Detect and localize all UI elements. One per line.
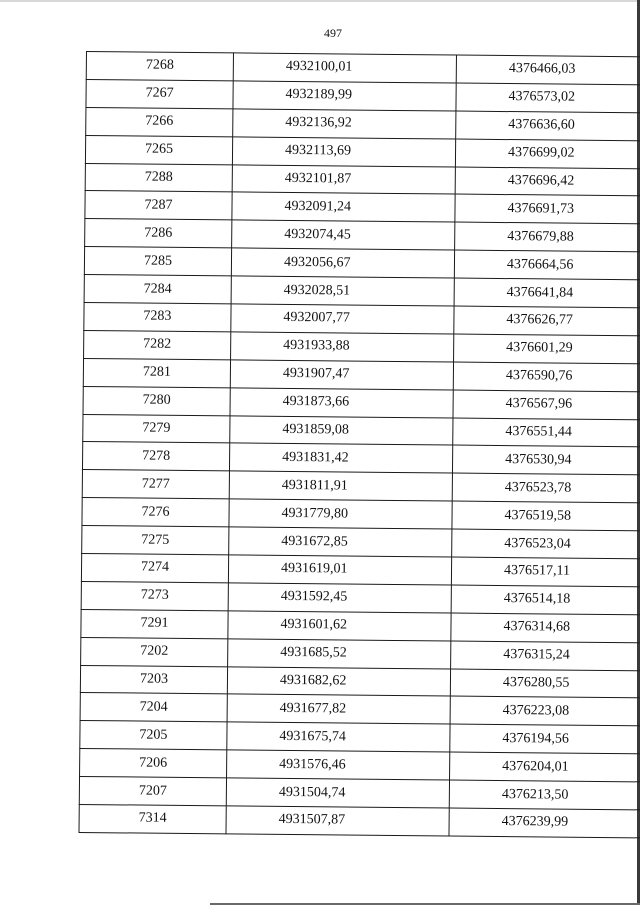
x-coordinate-cell: 4931873,66 — [230, 388, 453, 418]
y-coordinate-cell: 4376517,11 — [451, 557, 640, 587]
x-coordinate-cell: 4932091,24 — [232, 192, 455, 222]
y-coordinate-cell: 4376696,42 — [455, 167, 640, 197]
y-coordinate-cell: 4376204,01 — [450, 752, 640, 782]
x-coordinate-cell: 4932056,67 — [231, 248, 454, 278]
y-coordinate-cell: 4376567,96 — [453, 390, 640, 420]
scan-edge-top — [0, 0, 640, 2]
y-coordinate-cell: 4376514,18 — [451, 585, 640, 615]
y-coordinate-cell: 4376636,60 — [456, 111, 640, 141]
point-number-cell: 7291 — [81, 609, 228, 638]
y-coordinate-cell: 4376223,08 — [450, 697, 640, 727]
x-coordinate-cell: 4932101,87 — [232, 164, 455, 194]
point-number-cell: 7203 — [80, 665, 227, 694]
point-number-cell: 7277 — [82, 470, 229, 499]
x-coordinate-cell: 4932028,51 — [231, 276, 454, 306]
point-number-cell: 7283 — [84, 303, 231, 332]
y-coordinate-cell: 4376626,77 — [454, 306, 640, 336]
x-coordinate-cell: 4932074,45 — [232, 220, 455, 250]
point-number-cell: 7202 — [81, 637, 228, 666]
x-coordinate-cell: 4932100,01 — [233, 53, 456, 83]
point-number-cell: 7274 — [81, 554, 228, 583]
x-coordinate-cell: 4931592,45 — [228, 583, 451, 613]
y-coordinate-cell: 4376194,56 — [450, 724, 640, 754]
y-coordinate-cell: 4376466,03 — [456, 55, 640, 85]
point-number-cell: 7268 — [86, 52, 233, 81]
table-row — [79, 805, 640, 839]
y-coordinate-cell: 4376315,24 — [451, 641, 640, 671]
point-number-cell: 7314 — [79, 805, 226, 834]
point-number-cell: 7276 — [82, 498, 229, 527]
point-number-cell: 7287 — [85, 191, 232, 220]
x-coordinate-cell: 4931811,91 — [229, 471, 452, 501]
point-number-cell: 7282 — [84, 330, 231, 359]
x-coordinate-cell: 4932113,69 — [232, 137, 455, 167]
x-coordinate-cell: 4931933,88 — [231, 332, 454, 362]
point-number-cell: 7288 — [85, 163, 232, 192]
y-coordinate-cell: 4376679,88 — [455, 222, 640, 252]
x-coordinate-cell: 4932189,99 — [233, 81, 456, 111]
y-coordinate-cell: 4376590,76 — [453, 362, 640, 392]
point-number-cell: 7275 — [82, 526, 229, 555]
y-coordinate-cell: 4376523,04 — [452, 529, 640, 559]
x-coordinate-cell: 4931504,74 — [226, 778, 449, 808]
point-number-cell: 7265 — [85, 135, 232, 164]
x-coordinate-cell: 4931675,74 — [227, 722, 450, 752]
x-coordinate-cell: 4931859,08 — [230, 415, 453, 445]
x-coordinate-cell: 4932136,92 — [233, 109, 456, 139]
y-coordinate-cell: 4376573,02 — [456, 83, 640, 113]
point-number-cell: 7205 — [80, 721, 227, 750]
y-coordinate-cell: 4376601,29 — [454, 334, 640, 364]
x-coordinate-cell: 4931779,80 — [229, 499, 452, 529]
point-number-cell: 7285 — [84, 247, 231, 276]
point-number-cell: 7281 — [83, 358, 230, 387]
y-coordinate-cell: 4376641,84 — [454, 278, 640, 308]
y-coordinate-cell: 4376699,02 — [455, 139, 640, 169]
point-number-cell: 7273 — [81, 581, 228, 610]
point-number-cell: 7286 — [85, 219, 232, 248]
y-coordinate-cell: 4376239,99 — [449, 808, 640, 838]
point-number-cell: 7278 — [82, 442, 229, 471]
point-number-cell: 7207 — [79, 777, 226, 806]
y-coordinate-cell: 4376523,78 — [452, 473, 640, 503]
page-number: 497 — [324, 26, 342, 40]
point-number-cell: 7279 — [83, 414, 230, 443]
x-coordinate-cell: 4931682,62 — [227, 666, 450, 696]
y-coordinate-cell: 4376551,44 — [453, 418, 640, 448]
y-coordinate-cell: 4376280,55 — [450, 669, 640, 699]
x-coordinate-cell: 4931831,42 — [229, 443, 452, 473]
y-coordinate-cell: 4376691,73 — [455, 195, 640, 225]
point-number-cell: 7280 — [83, 386, 230, 415]
point-number-cell: 7284 — [84, 275, 231, 304]
x-coordinate-cell: 4931601,62 — [228, 611, 451, 641]
x-coordinate-cell: 4931672,85 — [229, 527, 452, 557]
y-coordinate-cell: 4376519,58 — [452, 501, 640, 531]
coordinates-table-body — [79, 52, 640, 839]
x-coordinate-cell: 4931507,87 — [226, 806, 449, 836]
point-number-cell: 7266 — [86, 107, 233, 136]
x-coordinate-cell: 4931685,52 — [228, 639, 451, 669]
coordinates-table — [78, 51, 640, 839]
x-coordinate-cell: 4931576,46 — [227, 750, 450, 780]
point-number-cell: 7204 — [80, 693, 227, 722]
point-number-cell: 7206 — [80, 749, 227, 778]
point-number-cell: 7267 — [86, 79, 233, 108]
y-coordinate-cell: 4376530,94 — [452, 446, 640, 476]
x-coordinate-cell: 4932007,77 — [231, 304, 454, 334]
y-coordinate-cell: 4376213,50 — [449, 780, 640, 810]
x-coordinate-cell: 4931907,47 — [230, 360, 453, 390]
x-coordinate-cell: 4931619,01 — [228, 555, 451, 585]
x-coordinate-cell: 4931677,82 — [227, 694, 450, 724]
y-coordinate-cell: 4376664,56 — [454, 250, 640, 280]
y-coordinate-cell: 4376314,68 — [451, 613, 640, 643]
